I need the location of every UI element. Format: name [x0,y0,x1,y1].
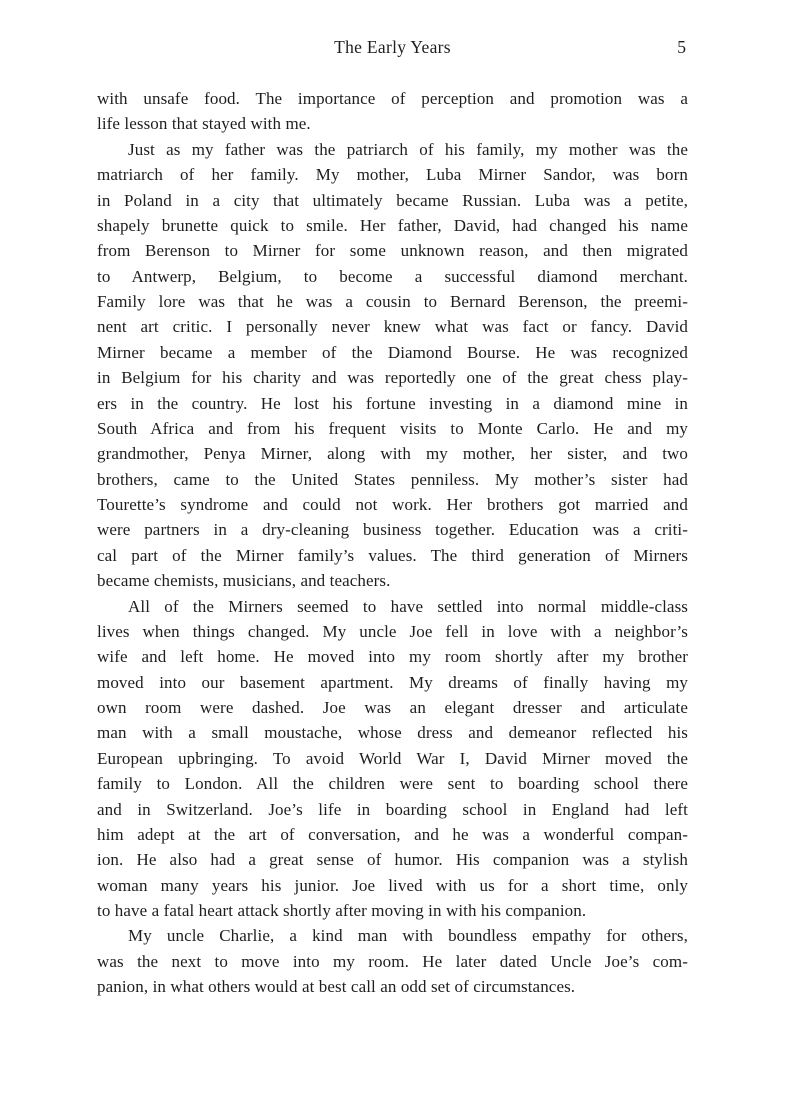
text-line: in Poland in a city that ultimately became Russian. Luba was a petite, [97,190,688,210]
text-line: cal part of the Mirner family’s values. The third generation of Mirners [97,545,688,565]
paragraph [97,137,688,594]
running-head-title: The Early Years [334,37,451,57]
text-line: life lesson that stayed with me. [97,114,311,134]
text-line: in Belgium for his charity and was reportedly one of the great chess play- [97,368,688,388]
body-text [97,86,688,1000]
text-line: were partners in a dry-cleaning business together. Education was a criti- [97,520,688,540]
text-line: to have a fatal heart attack shortly after moving in with his companion. [97,901,587,920]
text-line: moved into our basement apartment. My dreams of finally having my [97,672,688,692]
text-line: lives when things changed. My uncle Joe fell in love with a neighbor’s [97,621,688,641]
text-line: European upbringing. To avoid World War I, David Mirner moved the [97,748,688,768]
text-line: became chemists, musicians, and teachers. [97,571,391,591]
text-line: family to London. All the children were sent to boarding school there [97,774,688,794]
page-number: 5 [677,37,686,57]
text-line: wife and left home. He moved into my room shortly after my brother [97,647,688,667]
text-line: grandmother, Penya Mirner, along with my mother, her sister, and two [97,444,688,464]
text-line: brothers, came to the United States penniless. My mother’s sister had [97,469,688,489]
text-line: was the next to move into my room. He later dated Uncle Joe’s com- [97,951,688,971]
text-line: Tourette’s syndrome and could not work. Her brothers got married and [97,495,688,514]
paragraph [97,594,688,924]
paragraph [97,86,688,137]
text-line: My uncle Charlie, a kind man with boundless empathy for others, [128,926,688,946]
text-line: to Antwerp, Belgium, to become a successful diamond merchant. [97,266,688,286]
text-line: woman many years his junior. Joe lived with us for a short time, only [97,875,688,895]
paragraph [97,923,688,999]
text-line: panion, in what others would at best call an odd set of circumstances. [97,977,576,997]
text-line: with unsafe food. The importance of perception and promotion was a [97,89,688,108]
text-line: All of the Mirners seemed to have settled into normal middle-class [128,596,688,616]
text-line: and in Switzerland. Joe’s life in boarding school in England had left [97,799,688,819]
text-line: him adept at the art of conversation, and he was a wonderful compan- [97,824,688,844]
text-line: South Africa and from his frequent visits to Monte Carlo. He and my [97,418,688,438]
text-line: Mirner became a member of the Diamond Bourse. He was recognized [97,342,688,362]
text-line: nent art critic. I personally never knew what was fact or fancy. David [97,317,688,337]
text-line: from Berenson to Mirner for some unknown reason, and then migrated [97,241,688,261]
text-line: Family lore was that he was a cousin to Bernard Berenson, the preemi- [97,292,688,311]
text-line: own room were dashed. Joe was an elegant dresser and articulate [97,698,688,717]
text-line: ers in the country. He lost his fortune investing in a diamond mine in [97,393,688,413]
page-header [97,34,688,60]
text-line: Just as my father was the patriarch of his family, my mother was the [128,139,688,159]
text-line: shapely brunette quick to smile. Her father, David, had changed his name [97,215,688,235]
text-line: man with a small moustache, whose dress and demeanor reflected his [97,723,688,743]
text-line: ion. He also had a great sense of humor. His companion was a stylish [97,850,688,870]
text-line: matriarch of her family. My mother, Luba Mirner Sandor, was born [97,165,688,185]
